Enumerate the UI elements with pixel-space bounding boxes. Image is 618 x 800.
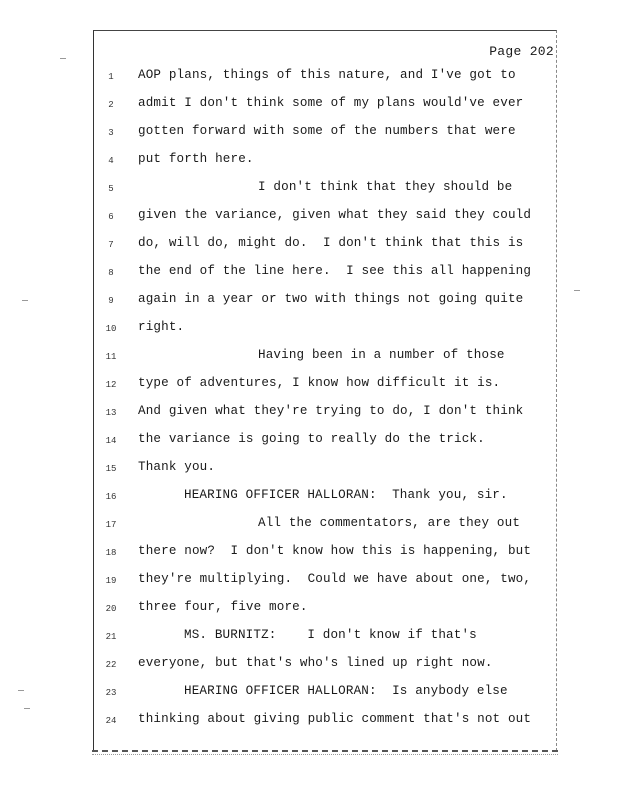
bottom-rule-dotted	[92, 754, 558, 755]
line-number: 11	[105, 352, 117, 362]
transcript-line	[0, 96, 618, 118]
line-text: I don't think that they should be	[258, 180, 513, 194]
transcript-line	[0, 404, 618, 426]
transcript-line	[0, 712, 618, 734]
transcript-line	[0, 432, 618, 454]
transcript-line	[0, 628, 618, 650]
transcript-line	[0, 572, 618, 594]
line-text: the variance is going to really do the trick.	[138, 432, 485, 446]
line-number: 23	[105, 688, 117, 698]
line-text: AOP plans, things of this nature, and I've got to	[138, 68, 516, 82]
transcript-line	[0, 208, 618, 230]
line-number: 1	[108, 72, 114, 82]
margin-mark	[24, 708, 30, 709]
line-number: 13	[105, 408, 117, 418]
line-text: And given what they're trying to do, I don't think	[138, 404, 524, 418]
transcript-line	[0, 488, 618, 510]
line-number: 17	[105, 520, 117, 530]
line-number: 3	[108, 128, 114, 138]
line-text: thinking about giving public comment that's not out	[138, 712, 532, 726]
line-number: 8	[108, 268, 114, 278]
bottom-rule	[92, 750, 558, 752]
line-text: again in a year or two with things not going quite	[138, 292, 524, 306]
line-number: 20	[105, 604, 117, 614]
line-text: everyone, but that's who's lined up right now.	[138, 656, 493, 670]
margin-mark	[574, 290, 580, 291]
line-number: 22	[105, 660, 117, 670]
margin-mark	[60, 58, 66, 59]
line-number: 24	[105, 716, 117, 726]
line-number: 4	[108, 156, 114, 166]
line-text: type of adventures, I know how difficult it is.	[138, 376, 501, 390]
line-number: 5	[108, 184, 114, 194]
line-text: do, will do, might do. I don't think that this is	[138, 236, 524, 250]
line-text: gotten forward with some of the numbers that were	[138, 124, 516, 138]
transcript-line	[0, 460, 618, 482]
transcript-line	[0, 68, 618, 90]
transcript-line	[0, 348, 618, 370]
transcript-line	[0, 376, 618, 398]
line-text: three four, five more.	[138, 600, 308, 614]
transcript-line	[0, 236, 618, 258]
line-text: HEARING OFFICER HALLORAN: Is anybody else	[184, 684, 508, 698]
line-text: Having been in a number of those	[258, 348, 505, 362]
transcript-line	[0, 264, 618, 286]
line-text: HEARING OFFICER HALLORAN: Thank you, sir.	[184, 488, 508, 502]
transcript-line	[0, 152, 618, 174]
line-number: 7	[108, 240, 114, 250]
line-number: 2	[108, 100, 114, 110]
line-number: 14	[105, 436, 117, 446]
transcript-line	[0, 544, 618, 566]
transcript-line	[0, 656, 618, 678]
line-text: given the variance, given what they said they could	[138, 208, 532, 222]
line-number: 19	[105, 576, 117, 586]
line-text: MS. BURNITZ: I don't know if that's	[184, 628, 477, 642]
line-number: 6	[108, 212, 114, 222]
line-number: 18	[105, 548, 117, 558]
line-text: All the commentators, are they out	[258, 516, 521, 530]
transcript-line	[0, 320, 618, 342]
page-number: Page 202	[489, 44, 554, 59]
line-number: 16	[105, 492, 117, 502]
line-text: put forth here.	[138, 152, 254, 166]
line-text: they're multiplying. Could we have about one, two,	[138, 572, 532, 586]
line-number: 21	[105, 632, 117, 642]
line-text: the end of the line here. I see this all happening	[138, 264, 532, 278]
line-number: 10	[105, 324, 117, 334]
line-text: there now? I don't know how this is happening, but	[138, 544, 532, 558]
line-text: right.	[138, 320, 185, 334]
transcript-line	[0, 684, 618, 706]
transcript-line	[0, 124, 618, 146]
transcript-line	[0, 516, 618, 538]
line-number: 12	[105, 380, 117, 390]
line-number: 15	[105, 464, 117, 474]
transcript-line	[0, 600, 618, 622]
line-text: admit I don't think some of my plans would've ever	[138, 96, 524, 110]
line-text: Thank you.	[138, 460, 216, 474]
transcript-line	[0, 292, 618, 314]
transcript-line	[0, 180, 618, 202]
line-number: 9	[108, 296, 114, 306]
